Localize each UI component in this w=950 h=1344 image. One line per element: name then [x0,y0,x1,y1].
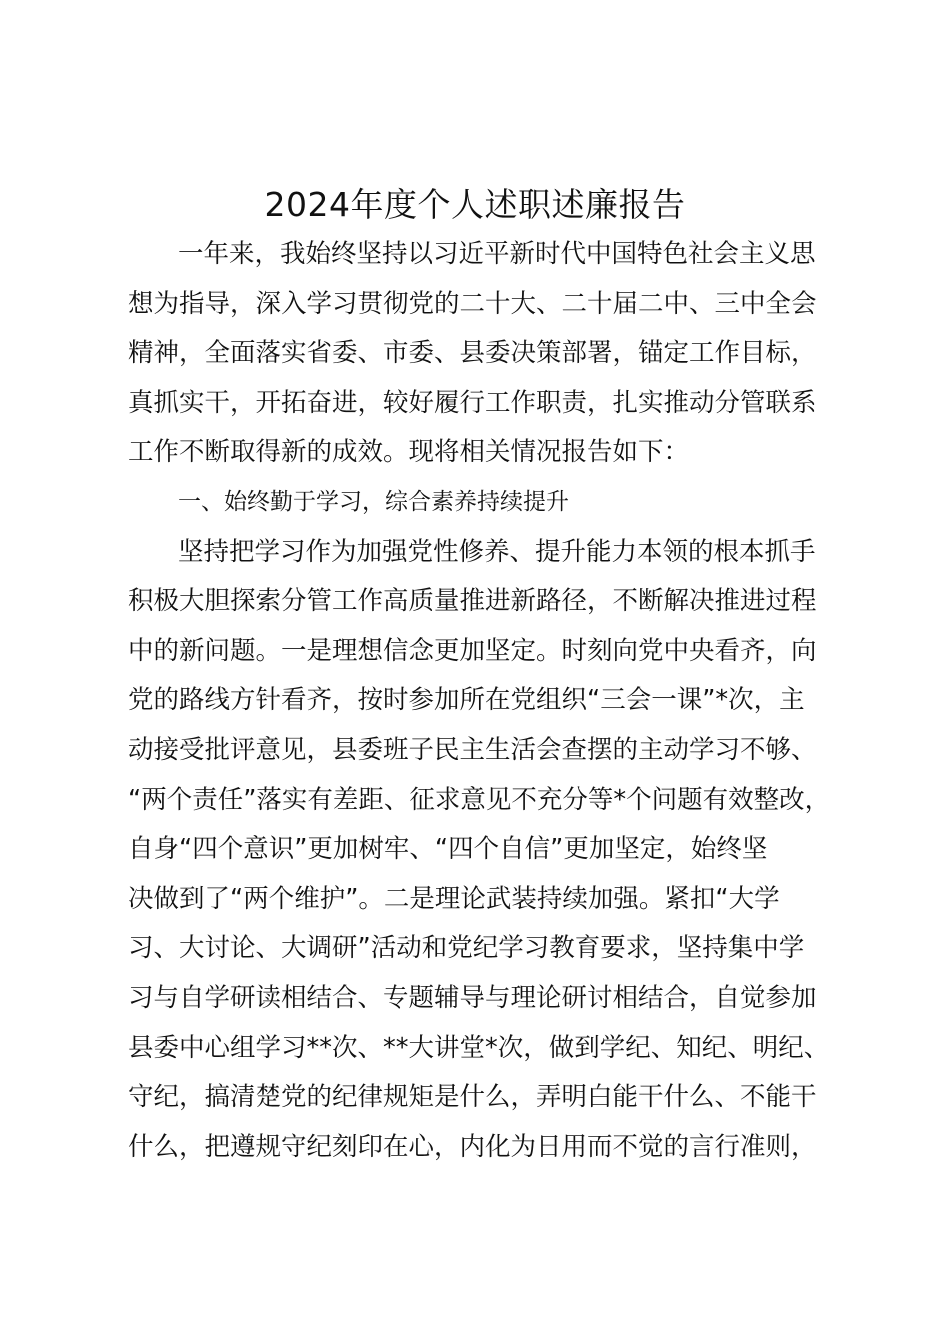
paragraph-line: 真抓实干，开拓奋进，较好履行工作职责，扎实推动分管联系 [128,387,817,418]
paragraph-line: 一年来，我始终坚持以习近平新时代中国特色社会主义思 [178,239,816,269]
paragraph-line: 想为指导，深入学习贯彻党的二十大、二十届二中、三中全会 [128,288,817,319]
paragraph-line: 县委中心组学习**次、**大讲堂*次，做到学纪、知纪、明纪、 [128,1032,830,1063]
paragraph-line: 积极大胆探索分管工作高质量推进新路径，不断解决推进过程 [128,586,817,617]
paragraph-line: 坚持把学习作为加强党性修养、提升能力本领的根本抓手 [178,536,816,567]
paragraph-line: 自身“四个意识”更加树牢、“四个自信”更加坚定，始终坚 [128,834,768,865]
paragraph-line: 守纪，搞清楚党的纪律规矩是什么，弄明白能干什么、不能干 [128,1082,817,1113]
paragraph-line: 决做到了“两个维护”。二是理论武装持续加强。紧扣“大学 [128,883,780,914]
document-title: 2024年度个人述职述廉报告 [264,185,686,224]
paragraph-line: 动接受批评意见，县委班子民主生活会查摆的主动学习不够、 [128,734,817,765]
section-heading: 一、始终勤于学习，综合素养持续提升 [178,488,569,515]
paragraph-line: 党的路线方针看齐，按时参加所在党组织“三会一课”*次，主 [128,685,805,716]
document-body [128,230,868,1172]
paragraph-line: 什么，把遵规守纪刻印在心，内化为日用而不觉的言行准则， [128,1131,817,1162]
paragraph-line: 习、大讨论、大调研”活动和党纪学习教育要求，坚持集中学 [128,933,805,964]
paragraph-line: 工作不断取得新的成效。现将相关情况报告如下： [128,437,690,468]
paragraph-line: 习与自学研读相结合、专题辅导与理论研讨相结合，自觉参加 [128,982,817,1013]
paragraph-line: 精神，全面落实省委、市委、县委决策部署，锚定工作目标， [128,338,817,369]
paragraph-line: “两个责任”落实有差距、征求意见不充分等*个问题有效整改， [128,784,831,815]
paragraph-line: 中的新问题。一是理想信念更加坚定。时刻向党中央看齐，向 [128,635,817,666]
